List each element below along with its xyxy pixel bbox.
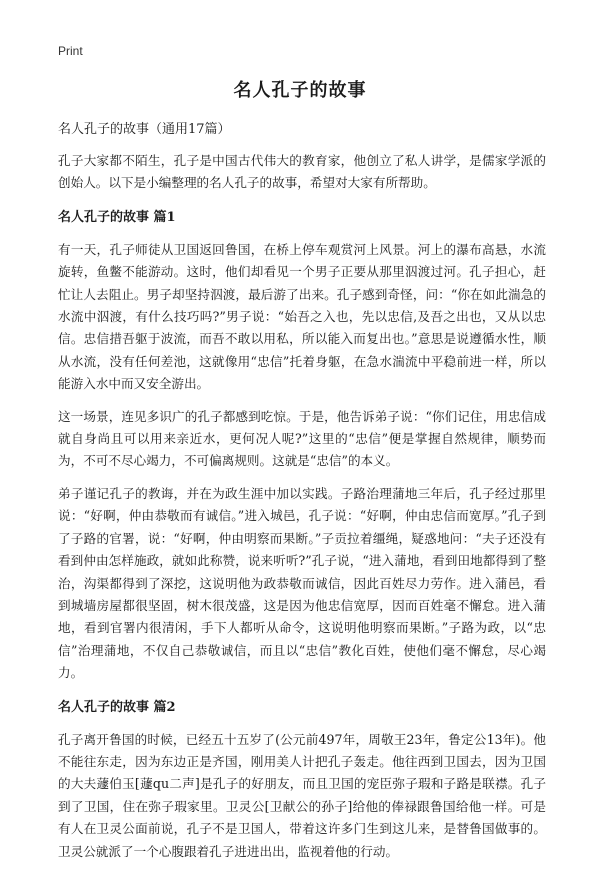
section-heading-number: 2 — [166, 699, 176, 715]
section-heading-1 — [58, 209, 546, 227]
intro-paragraph: 孔子大家都不陌生，孔子是中国古代伟大的教育家，他创立了私人讲学，是儒家学派的创始人。以下是小编整理的名人孔子的故事，希望对大家有所帮助。 — [58, 153, 546, 191]
section-1-paragraph: 有一天，孔子师徒从卫国返回鲁国，在桥上停车观赏河上风景。河上的瀑布高悬，水流旋转，鱼鳖不能游动。这时，他们却看见一个男子正要从那里泅渡过河。孔子担心，赶忙让人去阻止。男子却坚持泅渡，最后游了出来。孔子感到奇怪，问：“你在如此湍急的水流中泅渡，有什么技巧吗?”男子说：“始吾之入也，先以忠信,及吾之出也，又从以忠信。忠信措吾躯于波流，而吾不敢以用私，所以能入而复出也。”意思是说遵循水性，顺从水流，没有任何差池，这就像用“忠信”托着身躯，在急水湍流中平稳前进一样，所以能游入水中而又安全游出。 — [58, 241, 546, 392]
section-heading-number: 1 — [166, 209, 176, 225]
article-subtitle: 名人孔子的故事（通用17篇） — [58, 122, 231, 137]
section-heading-text: 名人孔子的故事 篇 — [58, 209, 167, 225]
print-link[interactable]: Print — [58, 44, 83, 58]
section-heading-2 — [58, 699, 546, 717]
page-title: 名人孔子的故事 — [233, 80, 367, 101]
section-heading-text: 名人孔子的故事 篇 — [58, 699, 167, 715]
section-2-paragraph: 孔子离开鲁国的时候，已经五十五岁了(公元前497年，周敬王23年，鲁定公13年)。他不能往东走，因为东边正是齐国，刚用美人计把孔子轰走。他往西到卫国去，因为卫国的大夫蘧伯玉[蘧qu二声]是孔子的好朋友，而且卫国的宠臣弥子瑕和子路是联襟。孔子到了卫国，住在弥子瑕家里。卫灵公[卫献公的孙子]给他的俸禄跟鲁国给他一样。可是有人在卫灵公面前说，孔子不是卫国人，带着这许多门生到这儿来，是替鲁国做事的。卫灵公就派了一个心腹跟着孔子进进出出，监视着他的行动。 — [58, 731, 546, 859]
section-1-paragraph: 弟子谨记孔子的教诲，并在为政生涯中加以实践。子路治理蒲地三年后，孔子经过那里说：“好啊，仲由恭敬而有诚信。”进入城邑，孔子说：“好啊，仲由忠信而宽厚。”孔子到了子路的官署，说：“好啊，仲由明察而果断。”子贡拉着缰绳，疑惑地问：“夫子还没有看到仲由怎样施政，就如此称赞，说来听听?”孔子说，“进入蒲地，看到田地都得到了整治，沟渠都得到了深挖，这说明他为政恭敬而诚信，因此百姓尽力劳作。进入蒲邑，看到城墙房屋都很坚固，树木很茂盛，这是因为他忠信宽厚，因而百姓毫不懈怠。进入蒲地，看到官署内很清闲，手下人都听从命令，这说明他明察而果断。”子路为政，以“忠信”治理蒲地，不仅自己恭敬诚信，而且以“忠信”教化百姓，使他们毫不懈怠，尽心竭力。 — [58, 485, 546, 681]
article-body — [58, 120, 546, 873]
section-1-paragraph: 这一场景，连见多识广的孔子都感到吃惊。于是，他告诉弟子说：“你们记住，用忠信成就自身尚且可以用来亲近水，更何况人呢?”这里的“忠信”便是掌握自然规律，顺势而为，不可不尽心竭力，不可偏离规则。这就是“忠信”的本义。 — [58, 408, 546, 469]
